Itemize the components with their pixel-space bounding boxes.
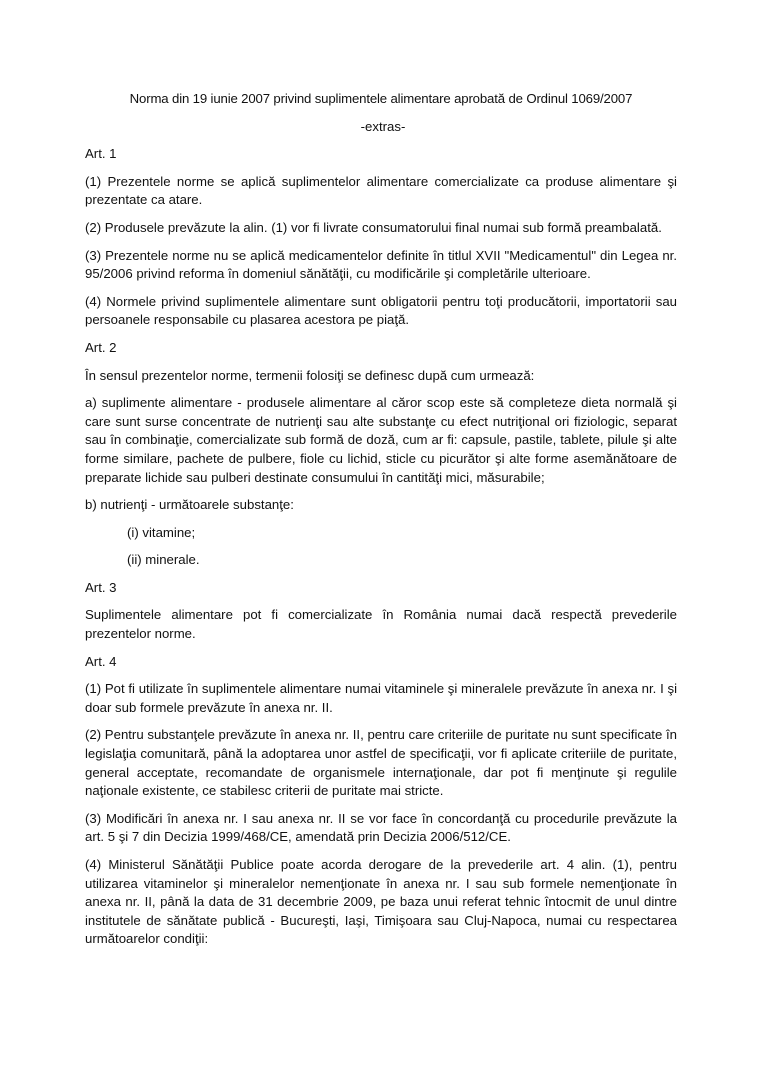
article-2-sub-item-1: (i) vitamine;	[127, 524, 196, 540]
article-1-paragraph-2: (2) Produsele prevăzute la alin. (1) vor fi livrate consumatorului final numai sub formă preambalată.	[85, 219, 662, 235]
article-heading-2: Art. 2	[85, 339, 117, 355]
article-2-paragraph-1: În sensul prezentelor norme, termenii folosiţi se definesc după cum urmează:	[85, 367, 535, 383]
article-heading-1: Art. 1	[85, 146, 117, 162]
document-page	[85, 90, 677, 958]
article-4-paragraph-4: (4) Ministerul Sănătăţii Publice poate acorda derogare de la prevederile art. 4 alin. (1), pentru utilizarea vitaminelor şi mineralelor nemenţionate în anexa nr. I sau sub formele nemenţionate în anexa nr. II, până la data de 31 decembrie 2009, pe baza unui referat tehnic întocmit de unul dintre institutele de sănătate publică - Bucureşti, Iaşi, Timişoara sau Cluj-Napoca, numai cu respectarea următoarelor condiţii:	[85, 857, 677, 947]
article-1-paragraph-1: (1) Prezentele norme se aplică suplimentelor alimentare comercializate ca produse alimentare şi prezentate ca atare.	[85, 173, 677, 208]
document-title: Norma din 19 iunie 2007 privind suplimentele alimentare aprobată de Ordinul 1069/2007	[129, 91, 633, 106]
document-subtitle: -extras-	[360, 118, 406, 134]
article-1-paragraph-3: (3) Prezentele norme nu se aplică medicamentelor definite în titlul XVII "Medicamentul" din Legea nr. 95/2006 privind reforma în domeniul sănătăţii, cu modificările şi completările ulterioare.	[85, 247, 677, 282]
article-heading-4: Art. 4	[85, 653, 117, 669]
article-4-paragraph-2: (2) Pentru substanţele prevăzute în anexa nr. II, pentru care criteriile de puritate nu sunt specificate în legislaţia comunitară, până la adoptarea unor astfel de specificaţii, vor fi aplicate criteriile de puritate, general acceptate, recomandate de organismele internaţionale, dar pot fi menţinute şi regulile naţionale existente, ce stabilesc criterii de puritate mai stricte.	[85, 727, 677, 799]
article-2-sub-item-2: (ii) minerale.	[127, 552, 200, 568]
article-2-paragraph-3: b) nutrienţi - următoarele substanţe:	[85, 497, 294, 513]
article-4-paragraph-1: (1) Pot fi utilizate în suplimentele alimentare numai vitaminele şi mineralele prevăzute în anexa nr. I şi doar sub formele prevăzute în anexa nr. II.	[85, 681, 677, 715]
article-3-paragraph-1: Suplimentele alimentare pot fi comercializate în România numai dacă respectă prevederile prezentelor norme.	[85, 607, 677, 642]
article-4-paragraph-3: (3) Modificări în anexa nr. I sau anexa nr. II se vor face în concordanţă cu procedurile prevăzute la art. 5 şi 7 din Decizia 1999/468/CE, amendată prin Decizia 2006/512/CE.	[85, 810, 677, 845]
article-1-paragraph-4: (4) Normele privind suplimentele alimentare sunt obligatorii pentru toţi producătorii, importatorii sau persoanele responsabile cu plasarea acestora pe piaţă.	[85, 293, 677, 328]
article-heading-3: Art. 3	[85, 579, 117, 595]
article-2-paragraph-2: a) suplimente alimentare - produsele alimentare al căror scop este să completeze dieta normală şi care sunt surse concentrate de nutrienţi sau alte substanţe cu efect nutriţional ori fiziologic, separat sau în combinaţie, comercializate sub formă de doză, cum ar fi: capsule, pastile, tablete, pilule şi alte forme similare, pachete de pulbere, fiole cu lichid, sticle cu picurător şi alte forme asemănătoare de preparate lichide sau pulberi destinate consumului în cantităţi mici, măsurabile;	[85, 395, 677, 485]
